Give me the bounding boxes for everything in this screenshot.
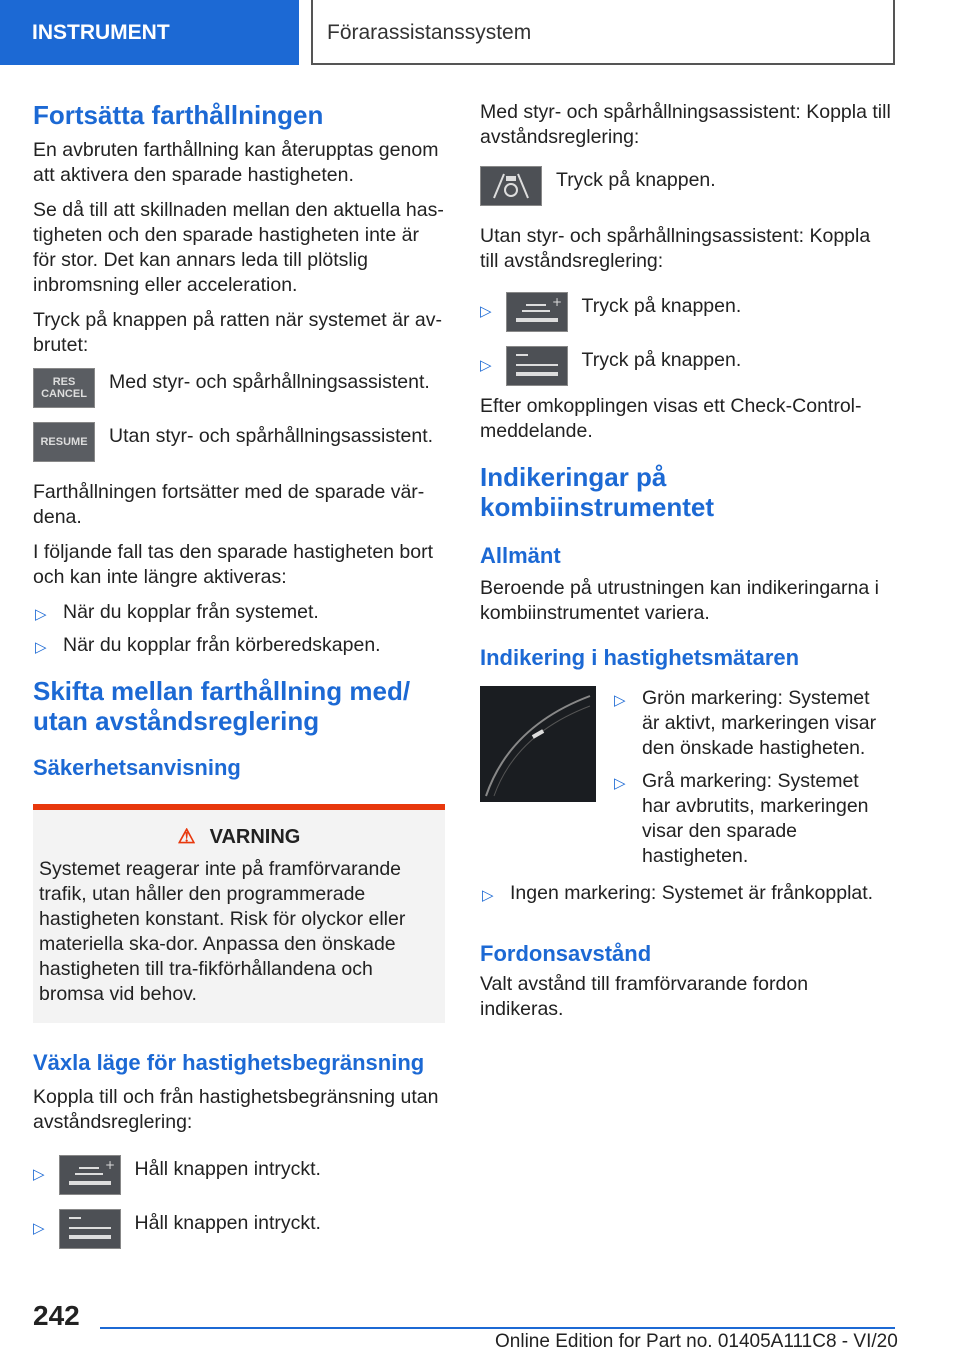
para-vehicle-distance: Valt avstånd till framförvarande fordon indikeras. [480, 973, 809, 1020]
resume-button-image [33, 422, 95, 462]
press-label: Håll knappen intryckt. [134, 1158, 321, 1180]
list-item: ▷ Ingen markering: Systemet är frånkopplat. [480, 881, 892, 906]
warning-header [39, 824, 439, 849]
assist-button-label: Tryck på knappen. [556, 169, 716, 191]
distance-minus-icon [59, 1209, 121, 1249]
header-section: INSTRUMENT [0, 0, 299, 65]
button-row-resume [33, 422, 445, 462]
list-item: ▷ När du kopplar från systemet. [33, 600, 445, 625]
press-row [480, 292, 892, 332]
warning-text: Systemet reagerar inte på framförvarande trafik, utan håller den programmerade hastigheten konstant. Risk för olyckor eller materiella ska-dor. Anpassa den önskade hastigheten till tra-fikförhållandena och bromsa vid behov. [39, 858, 406, 1005]
speedometer-image [480, 686, 596, 802]
resume-label: Utan styr- och spårhållningsassistent. [109, 425, 434, 447]
speedometer-section [480, 686, 892, 877]
bullet-triangle-icon: ▷ [614, 775, 626, 792]
press-label: Tryck på knappen. [581, 295, 742, 317]
warning-triangle-icon: ⚠ [177, 826, 196, 848]
distance-minus-icon [506, 346, 568, 386]
footer-divider [100, 1327, 895, 1329]
heading-speedometer: Indikering i hastighetsmätaren [480, 645, 800, 670]
svg-text:+: + [551, 295, 562, 309]
bullet-triangle-icon: ▷ [482, 887, 494, 904]
para-speed-limit: Koppla till och från hastighetsbegränsning utan avståndsreglering: [33, 1086, 439, 1133]
heading-vehicle-distance: Fordonsavstånd [480, 941, 652, 966]
warning-title: VARNING [209, 826, 301, 848]
button-row-res-cancel [33, 368, 445, 408]
right-column [480, 100, 892, 1032]
edition-text: Online Edition for Part no. 01405A111C8 - VI/20 [495, 1331, 898, 1352]
bullet-triangle-icon: ▷ [33, 1166, 45, 1183]
para-without-assist: Utan styr- och spårhållningsassistent: Koppla till avståndsreglering: [480, 225, 871, 272]
res-cancel-button-image [33, 368, 95, 408]
para-check-control: Efter omkopplingen visas ett Check-Control-meddelande. [480, 395, 862, 442]
press-label: Tryck på knappen. [581, 349, 742, 371]
heading-safety: Säkerhetsanvisning [33, 755, 241, 780]
distance-plus-icon [59, 1155, 121, 1195]
para-continues: Farthållningen fortsätter med de sparade vär-dena. [33, 481, 425, 528]
button-row-assist [480, 166, 892, 206]
bullet-triangle-icon: ▷ [480, 357, 492, 374]
para-with-assist: Med styr- och spårhållningsassistent: Koppla till avståndsreglering: [480, 101, 891, 148]
res-cancel-label: Med styr- och spårhållningsassistent. [109, 371, 430, 393]
resume-text: RESUME [40, 436, 88, 448]
warning-box [33, 804, 445, 1023]
distance-plus-icon [506, 292, 568, 332]
steering-assist-icon [480, 166, 542, 206]
list-item: ▷ Grå markering: Systemet har avbrutits, markeringen visar den sparade hastigheten. [614, 770, 869, 867]
bullet-triangle-icon: ▷ [35, 606, 47, 623]
list-item: ▷ När du kopplar från körberedskapen. [33, 633, 445, 658]
heading-switch-mode: Skifta mellan farthållning med/ utan avståndsreglering [33, 676, 411, 736]
bullet-triangle-icon: ▷ [35, 639, 47, 656]
heading-speed-limit: Växla läge för hastighetsbegränsning [33, 1050, 425, 1075]
press-label: Håll knappen intryckt. [134, 1212, 321, 1234]
list-item: ▷ Grön markering: Systemet är aktivt, markeringen visar den önskade hastigheten. [614, 687, 877, 759]
res-cancel-text: RES CANCEL [41, 376, 87, 400]
heading-continue-cruise: Fortsätta farthållningen [33, 100, 324, 130]
page-number: 242 [33, 1300, 80, 1331]
indicator-list-last [480, 881, 892, 906]
para-press-button: Tryck på knappen på ratten när systemet är av-brutet: [33, 309, 442, 356]
left-column [33, 100, 445, 1263]
para-speed-diff: Se då till att skillnaden mellan den aktuella has-tigheten och den sparade hastigheten inte är för stor. Det kan annars leda till plötslig inbromsning eller acceleration. [33, 199, 444, 296]
cases-list [33, 600, 445, 658]
header-chapter: Förarassistanssystem [311, 0, 895, 65]
bullet-triangle-icon: ▷ [614, 692, 626, 709]
bullet-triangle-icon: ▷ [33, 1220, 45, 1237]
svg-text:+: + [104, 1158, 115, 1172]
para-cases: I följande fall tas den sparade hastigheten bort och kan inte längre aktiveras: [33, 541, 434, 588]
heading-general: Allmänt [480, 543, 561, 568]
heading-indicators: Indikeringar på kombiinstrumentet [480, 462, 715, 522]
indicator-list [612, 686, 892, 877]
press-row [33, 1209, 445, 1249]
press-row [480, 346, 892, 386]
para-intro: En avbruten farthållning kan återupptas genom att aktivera den sparade hastigheten. [33, 139, 439, 186]
bullet-triangle-icon: ▷ [480, 303, 492, 320]
para-general: Beroende på utrustningen kan indikeringarna i kombiinstrumentet variera. [480, 577, 879, 624]
press-row [33, 1155, 445, 1195]
